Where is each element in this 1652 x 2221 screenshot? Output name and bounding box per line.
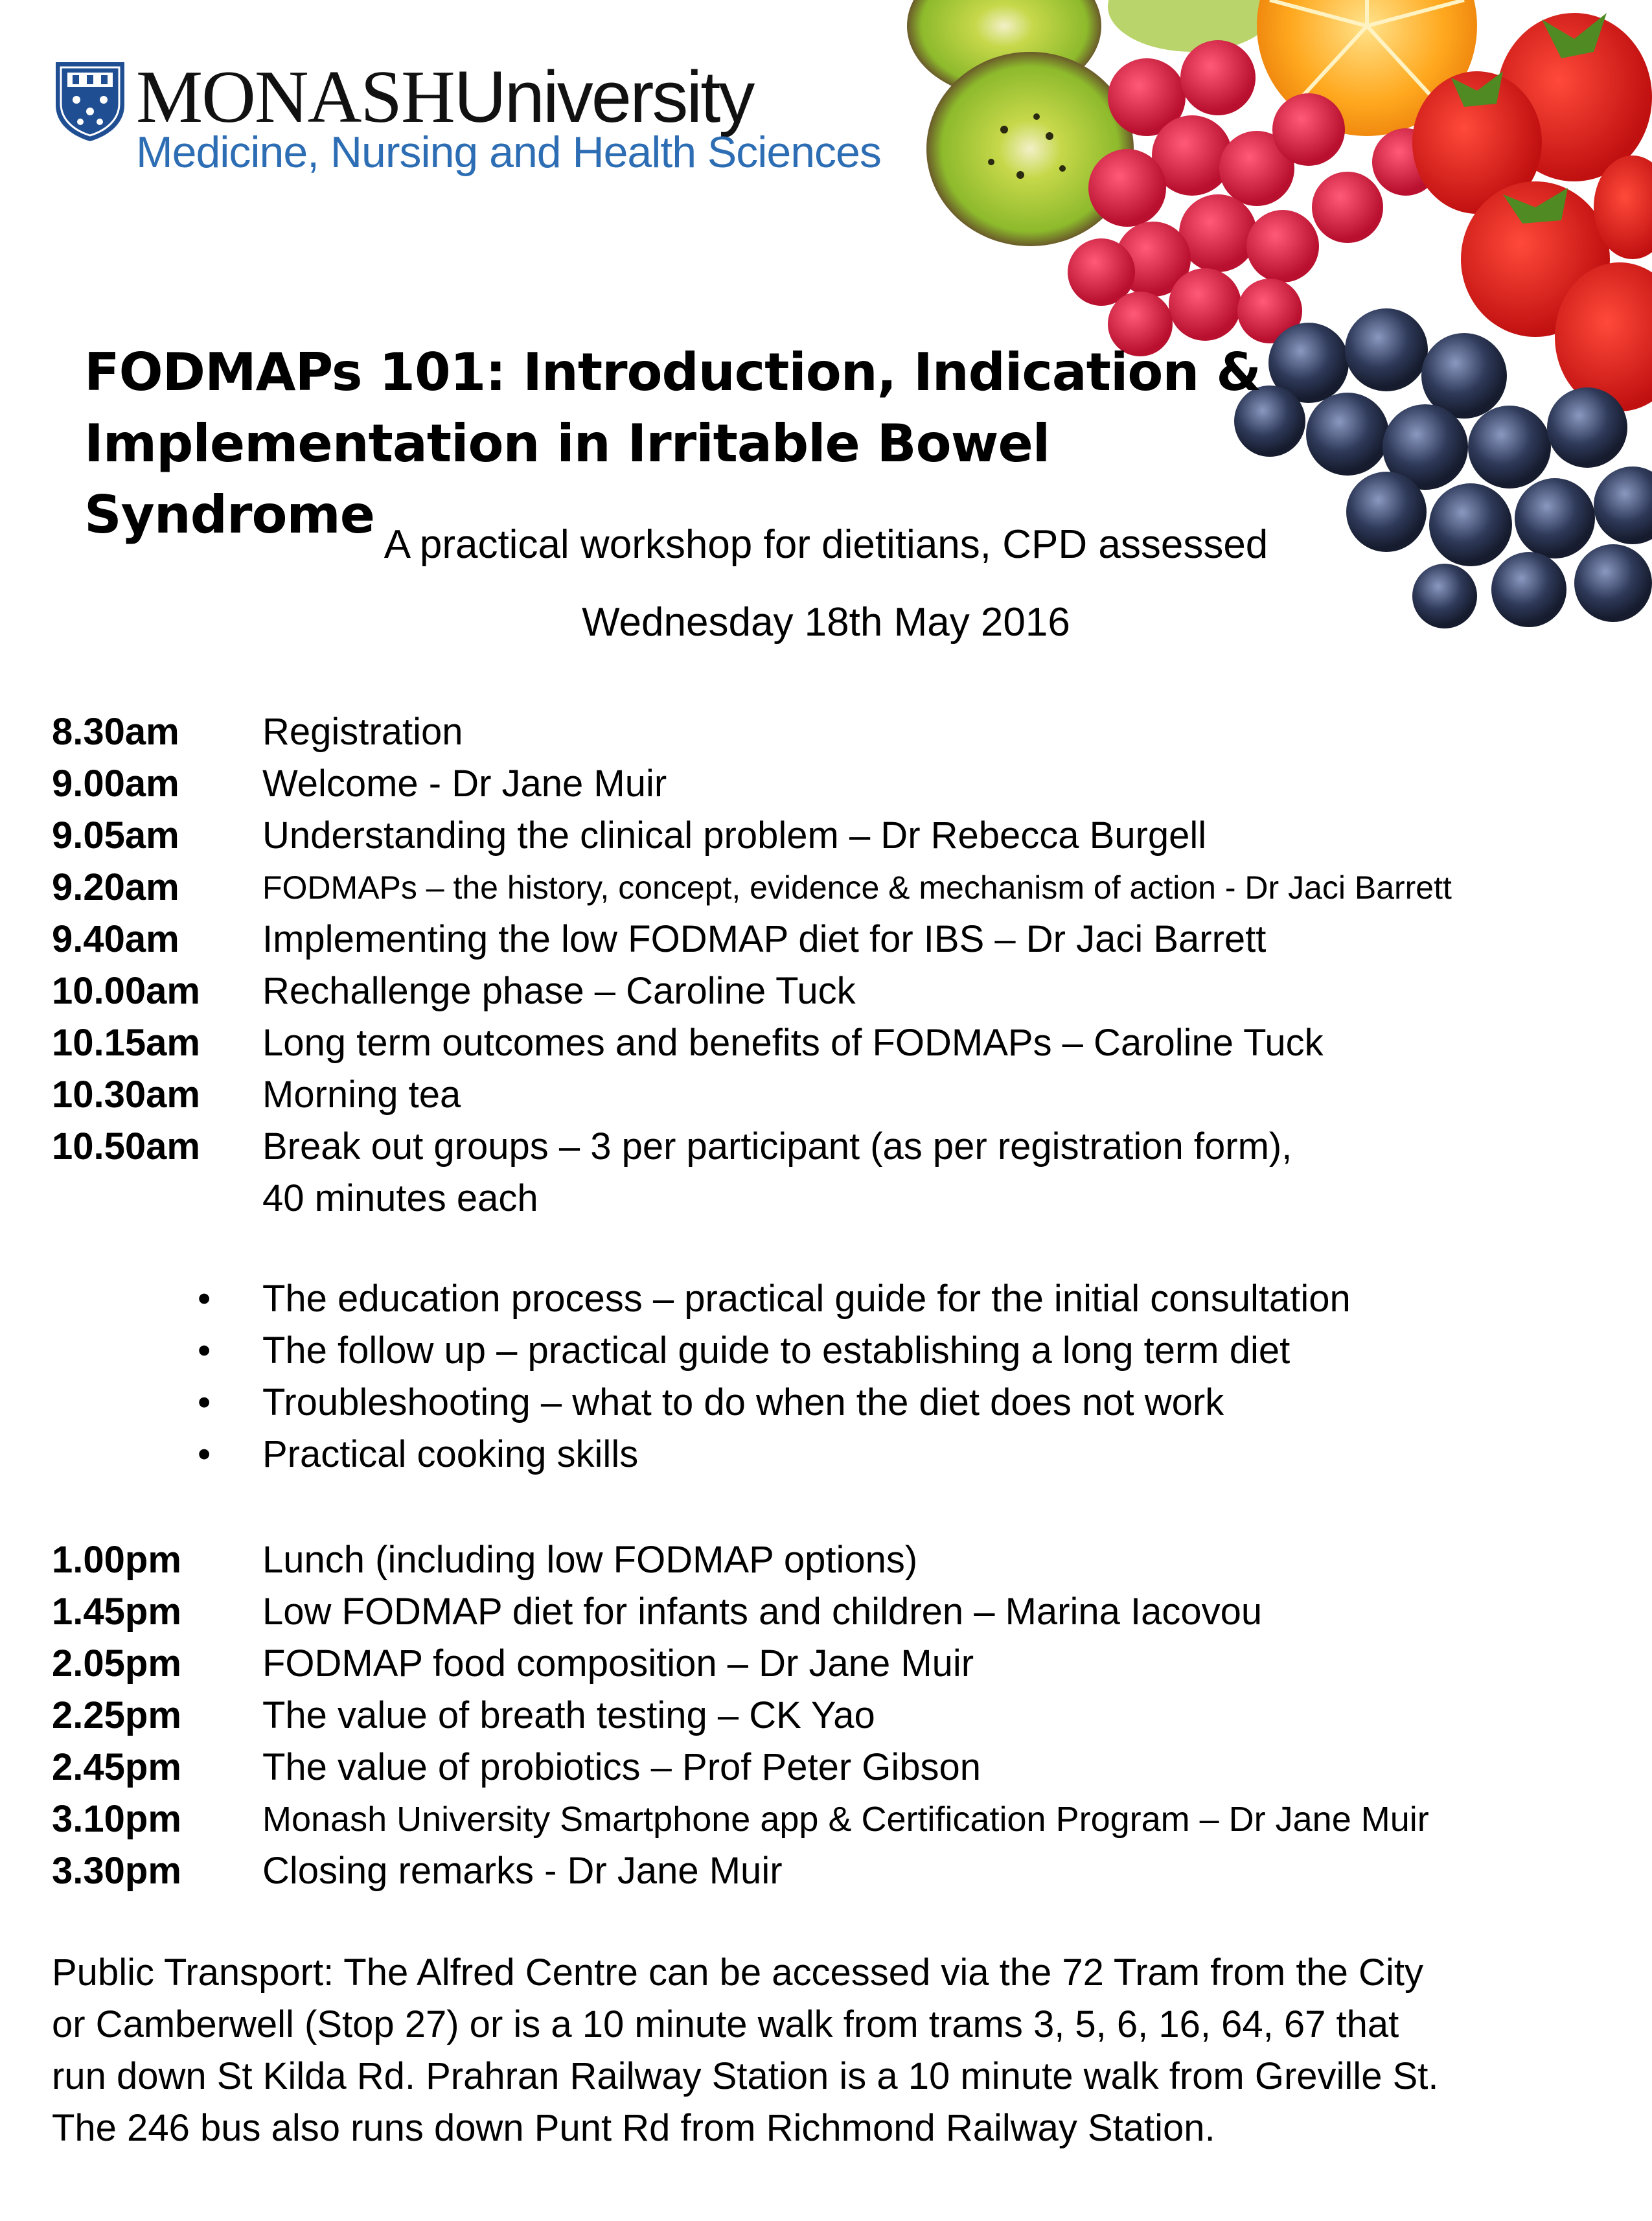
schedule-row: [52, 1121, 1633, 1225]
workshop-title: [84, 337, 1315, 551]
session-description: Implementing the low FODMAP diet for IBS – Dr Jaci Barrett: [262, 918, 1267, 960]
subtitle-text: A practical workshop for dietitians, CPD assessed: [384, 522, 1268, 567]
transport-line: The 246 bus also runs down Punt Rd from Richmond Railway Station.: [52, 2107, 1215, 2149]
transport-line: or Camberwell (Stop 27) or is a 10 minute walk from trams 3, 5, 6, 16, 64, 67 that: [52, 2003, 1399, 2045]
list-item: [52, 1325, 1633, 1377]
faculty-name: Medicine, Nursing and Health Sciences: [136, 128, 881, 177]
session-description: Monash University Smartphone app & Certification Program – Dr Jane Muir: [262, 1800, 1429, 1839]
afternoon-schedule: [52, 1534, 1633, 1897]
schedule-row: [52, 1742, 1633, 1793]
workshop-subtitle: [0, 522, 1652, 568]
session-description: Understanding the clinical problem – Dr Rebecca Burgell: [262, 814, 1207, 857]
workshop-date: Wednesday 18th May 2016: [582, 600, 1070, 645]
public-transport-info: [52, 1947, 1620, 2154]
morning-schedule: [52, 706, 1633, 1225]
session-time: 9.00am: [52, 763, 179, 805]
session-time: 1.45pm: [52, 1591, 181, 1633]
topic-text: Troubleshooting – what to do when the diet does not work: [262, 1381, 1224, 1423]
bullet-icon: •: [198, 1381, 211, 1423]
session-time: 2.25pm: [52, 1694, 181, 1736]
transport-line: Public Transport: The Alfred Centre can be accessed via the 72 Tram from the City: [52, 1951, 1423, 1994]
title-line: Implementation in Irritable Bowel Syndrome: [84, 413, 1050, 545]
session-description: Rechallenge phase – Caroline Tuck: [262, 970, 856, 1012]
list-item: [52, 1273, 1633, 1325]
topic-text: Practical cooking skills: [262, 1433, 639, 1475]
university-name-light: University: [453, 56, 753, 137]
session-description: Welcome - Dr Jane Muir: [262, 763, 667, 805]
schedule-row: [52, 758, 1633, 810]
schedule-row: [52, 1586, 1633, 1638]
transport-line: run down St Kilda Rd. Prahran Railway Station is a 10 minute walk from Greville St.: [52, 2055, 1439, 2097]
schedule-row: [52, 1845, 1633, 1897]
session-description: Registration: [262, 711, 463, 753]
session-description: Break out groups – 3 per participant (as per registration form),: [262, 1125, 1292, 1168]
session-description-continued: 40 minutes each: [262, 1177, 538, 1219]
session-time: 10.30am: [52, 1074, 200, 1116]
session-time: 10.00am: [52, 970, 200, 1012]
session-time: 9.40am: [52, 918, 179, 960]
bullet-icon: •: [198, 1329, 211, 1372]
session-description: FODMAPs – the history, concept, evidence & mechanism of action - Dr Jaci Barrett: [262, 869, 1452, 906]
session-time: 1.00pm: [52, 1539, 181, 1581]
session-description: Morning tea: [262, 1074, 461, 1116]
session-time: 3.30pm: [52, 1850, 181, 1892]
session-description: FODMAP food composition – Dr Jane Muir: [262, 1642, 974, 1685]
session-time: 9.05am: [52, 814, 179, 857]
schedule-row: [52, 1638, 1633, 1690]
schedule-row: [52, 862, 1633, 914]
university-name-bold: MONASH: [136, 56, 454, 139]
topic-text: The follow up – practical guide to establishing a long term diet: [262, 1329, 1291, 1372]
schedule-row: [52, 965, 1633, 1017]
session-time: 10.50am: [52, 1125, 200, 1168]
bullet-icon: •: [198, 1278, 211, 1320]
session-time: 9.20am: [52, 866, 179, 908]
schedule-row: [52, 1017, 1633, 1069]
session-description: Long term outcomes and benefits of FODMAPs – Caroline Tuck: [262, 1022, 1324, 1064]
schedule-row: [52, 1534, 1633, 1586]
list-item: [52, 1377, 1633, 1429]
schedule-row: [52, 1690, 1633, 1742]
title-line: FODMAPs 101: Introduction, Indication &: [84, 342, 1261, 402]
session-time: 2.05pm: [52, 1642, 181, 1685]
session-description: The value of probiotics – Prof Peter Gibson: [262, 1746, 981, 1788]
session-time: 8.30am: [52, 711, 179, 753]
bullet-icon: •: [198, 1433, 211, 1475]
session-description: Low FODMAP diet for infants and children – Marina Iacovou: [262, 1591, 1263, 1633]
schedule-row: [52, 706, 1633, 758]
session-description: Lunch (including low FODMAP options): [262, 1539, 918, 1581]
session-time: 3.10pm: [52, 1798, 181, 1840]
session-time: 2.45pm: [52, 1746, 181, 1788]
session-description: Closing remarks - Dr Jane Muir: [262, 1850, 783, 1892]
schedule-row: [52, 810, 1633, 862]
list-item: [52, 1429, 1633, 1480]
topic-text: The education process – practical guide for the initial consultation: [262, 1278, 1351, 1320]
session-description: The value of breath testing – CK Yao: [262, 1694, 875, 1736]
breakout-topics-list: [52, 1273, 1633, 1480]
schedule-row: [52, 1069, 1633, 1121]
session-time: 10.15am: [52, 1022, 200, 1064]
schedule-row: [52, 1793, 1633, 1845]
university-crest-icon: [53, 60, 127, 143]
schedule-row: [52, 914, 1633, 965]
